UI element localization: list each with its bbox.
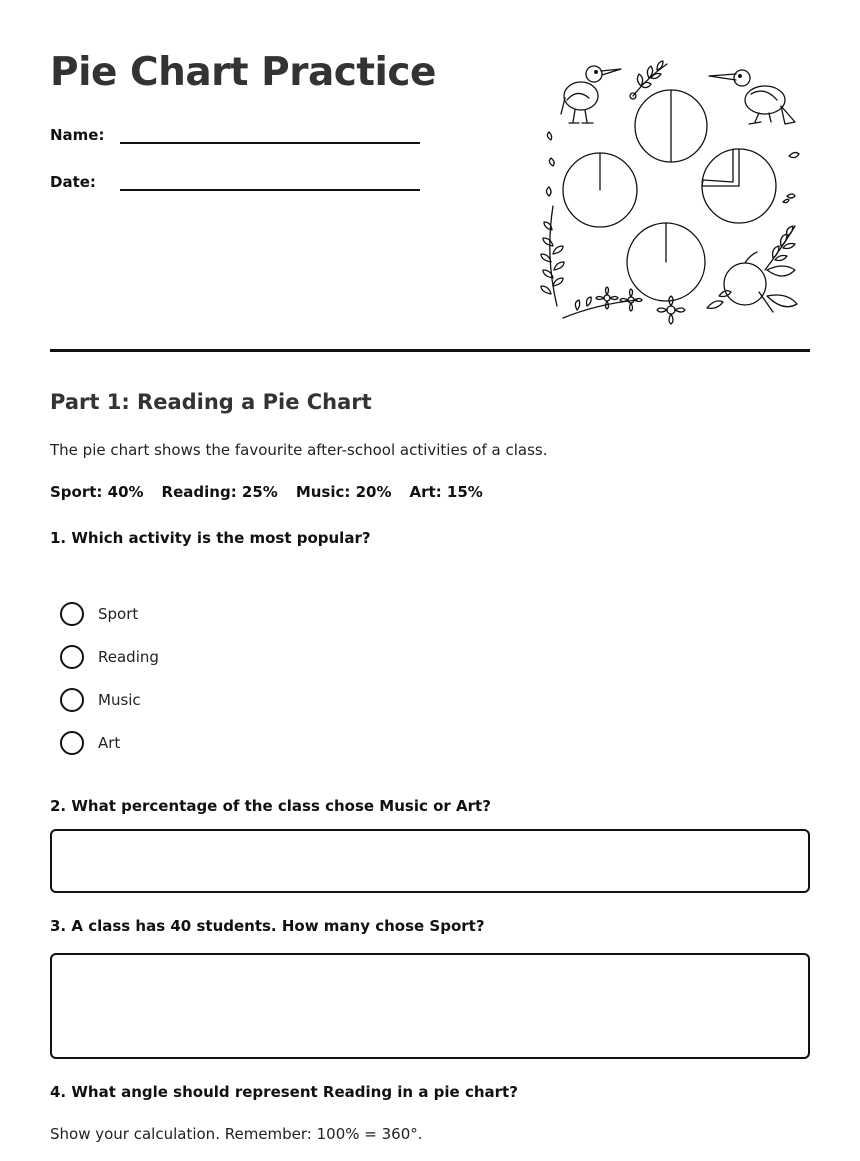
pie-right-icon <box>702 149 776 223</box>
option-label: Sport <box>98 604 139 623</box>
name-field[interactable] <box>120 122 420 144</box>
date-label: Date: <box>50 173 96 191</box>
option-sport[interactable] <box>60 592 159 635</box>
vine-left-icon <box>541 132 564 306</box>
question-4: 4. What angle should represent Reading in a pie chart? <box>50 1083 518 1101</box>
name-field-row <box>50 122 420 144</box>
radio-music[interactable] <box>60 688 84 712</box>
radio-sport[interactable] <box>60 602 84 626</box>
apple-icon <box>724 252 797 312</box>
question-2: 2. What percentage of the class chose Music or Art? <box>50 797 491 815</box>
section-title: Part 1: Reading a Pie Chart <box>50 390 372 414</box>
pie-charts-illustration <box>537 56 809 328</box>
option-art[interactable] <box>60 721 159 764</box>
option-label: Art <box>98 733 121 752</box>
option-label: Reading <box>98 647 159 666</box>
pie-left-icon <box>563 153 637 227</box>
answer-box-3[interactable] <box>50 953 810 1059</box>
vine-right-icon <box>765 152 799 270</box>
pie-bottom-icon <box>627 223 705 301</box>
date-field[interactable] <box>120 169 420 191</box>
flowers-icon <box>563 287 731 324</box>
intro-text: The pie chart shows the favourite after-school activities of a class. <box>50 441 548 459</box>
option-label: Music <box>98 690 141 709</box>
name-label: Name: <box>50 126 105 144</box>
question-3: 3. A class has 40 students. How many chose Sport? <box>50 917 485 935</box>
option-music[interactable] <box>60 678 159 721</box>
header-divider <box>50 349 810 352</box>
question-4-hint: Show your calculation. Remember: 100% = 360°. <box>50 1125 423 1143</box>
option-reading[interactable] <box>60 635 159 678</box>
leaf-sprig-icon <box>630 61 667 99</box>
fact-sport: Sport: 40% <box>50 483 144 501</box>
fact-music: Music: 20% <box>295 483 392 501</box>
answer-box-2[interactable] <box>50 829 810 893</box>
fact-reading: Reading: 25% <box>161 483 278 501</box>
fact-art: Art: 15% <box>409 483 483 501</box>
page-title: Pie Chart Practice <box>50 50 436 95</box>
bird-right-icon <box>709 70 795 124</box>
bird-left-icon <box>561 66 621 123</box>
radio-art[interactable] <box>60 731 84 755</box>
radio-reading[interactable] <box>60 645 84 669</box>
question-1: 1. Which activity is the most popular? <box>50 529 371 547</box>
pie-top-icon <box>635 90 707 162</box>
chart-facts <box>50 483 483 501</box>
question-1-options <box>60 592 159 764</box>
date-field-row <box>50 169 420 191</box>
